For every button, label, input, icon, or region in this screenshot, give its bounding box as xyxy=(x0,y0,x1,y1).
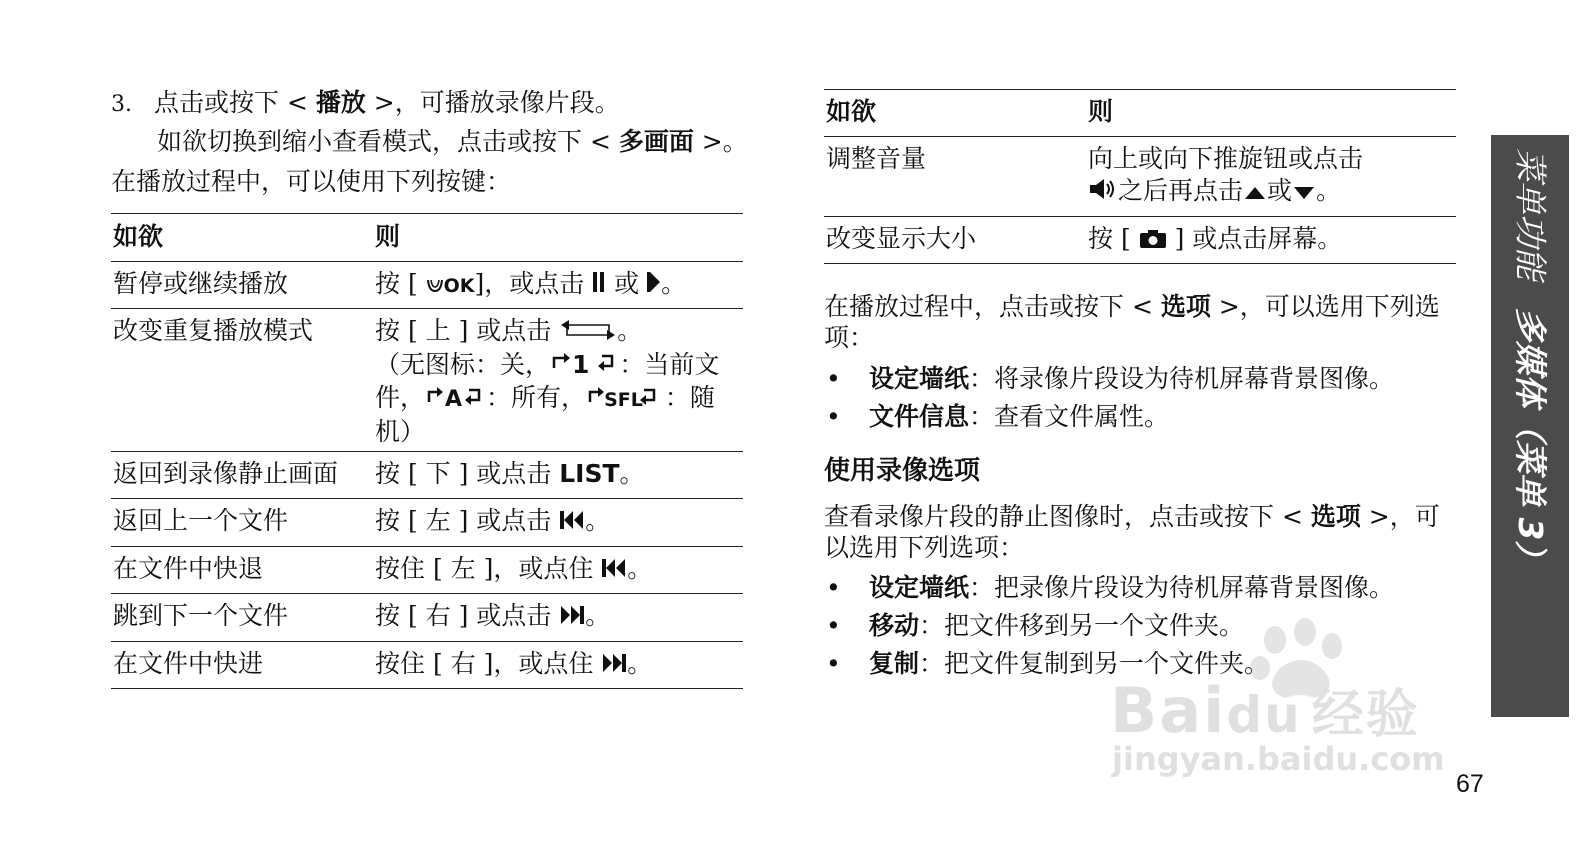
table-row: 在文件中快进 按住 [ 右 ]，或点住 。 xyxy=(111,642,743,689)
step-number: 3. xyxy=(111,92,132,117)
bullet-icon: • xyxy=(826,649,841,678)
playback-keys-table xyxy=(111,213,743,689)
section-heading: 使用录像选项 xyxy=(824,456,981,486)
repeat-mode-icon xyxy=(559,317,617,349)
fast-forward-icon xyxy=(601,650,627,682)
ok-key-icon xyxy=(426,270,444,302)
bullet-icon: • xyxy=(826,402,841,431)
playback-intro: 在播放过程中，可以使用下列按键： xyxy=(111,167,512,196)
step-3: 3. 点击或按下 < 播放 >，可播放录像片段。 xyxy=(111,88,620,117)
play-icon xyxy=(647,270,661,302)
options-softkey: 选项 xyxy=(1160,292,1211,321)
table-row: 返回上一个文件 按 [ 左 ] 或点击 。 xyxy=(111,499,743,547)
page-number: 67 xyxy=(1456,770,1484,798)
previous-icon xyxy=(559,507,585,539)
pause-icon xyxy=(592,270,606,302)
list-item: • 复制：把文件复制到另一个文件夹。 xyxy=(824,645,1394,683)
multiview-hint: 如欲切换到缩小查看模式，点击或按下 < 多画面 >。 xyxy=(157,127,748,156)
next-icon xyxy=(559,602,585,634)
list-softkey: LIST xyxy=(559,459,620,488)
options-softkey: 选项 xyxy=(1310,502,1361,531)
header-then: 则 xyxy=(1088,90,1456,137)
header-then: 则 xyxy=(375,214,743,262)
list-item: • 设定墙纸：把录像片段设为待机屏幕背景图像。 xyxy=(824,569,1394,607)
playback-options-list xyxy=(824,360,1394,436)
table-header xyxy=(824,90,1456,137)
options-paragraph: 在播放过程中，点击或按下 < 选项 >，可以选用下列选 xyxy=(824,292,1440,321)
table-row: 改变重复播放模式 按 [ 上 ] 或点击 。 （无图标：关， 1 ：当前文 件， A ：所有， SFL ：随 机） xyxy=(111,309,743,452)
up-arrow-icon xyxy=(1243,177,1267,209)
list-item: • 移动：把文件移到另一个文件夹。 xyxy=(824,607,1394,645)
still-options-paragraph: 查看录像片段的静止图像时，点击或按下 < 选项 >，可 xyxy=(824,502,1440,531)
volume-icon xyxy=(1088,176,1118,210)
down-arrow-icon xyxy=(1292,177,1316,209)
table-row: 调整音量 向上或向下推旋钮或点击 之后再点击 或 。 xyxy=(824,137,1456,217)
bullet-icon: • xyxy=(826,364,841,393)
table-row: 暂停或继续播放 按 [ OK]，或点击 或 。 xyxy=(111,262,743,309)
header-want: 如欲 xyxy=(824,90,1088,137)
table-row: 跳到下一个文件 按 [ 右 ] 或点击 。 xyxy=(111,594,743,642)
baidu-watermark: Baidu 经验 jingyan.baidu.com xyxy=(1110,610,1480,790)
list-item: • 文件信息：查看文件属性。 xyxy=(824,398,1394,436)
list-item: • 设定墙纸：将录像片段设为待机屏幕背景图像。 xyxy=(824,360,1394,398)
multiview-softkey: 多画面 xyxy=(618,127,694,156)
header-want: 如欲 xyxy=(111,214,375,262)
table-row: 改变显示大小 按 [ ] 或点击屏幕。 xyxy=(824,217,1456,264)
camera-icon xyxy=(1139,225,1167,257)
volume-size-table xyxy=(824,89,1456,264)
bullet-icon: • xyxy=(826,611,841,640)
rewind-icon xyxy=(601,555,627,587)
table-row: 在文件中快退 按住 [ 左 ]，或点住 。 xyxy=(111,547,743,594)
table-row: 返回到录像静止画面 按 [ 下 ] 或点击 LIST。 xyxy=(111,452,743,499)
bullet-icon: • xyxy=(826,573,841,602)
table-header xyxy=(111,214,743,262)
play-softkey: 播放 xyxy=(315,88,366,117)
chapter-tab-label: 菜单功能多媒体（菜单 3） xyxy=(1511,148,1550,574)
